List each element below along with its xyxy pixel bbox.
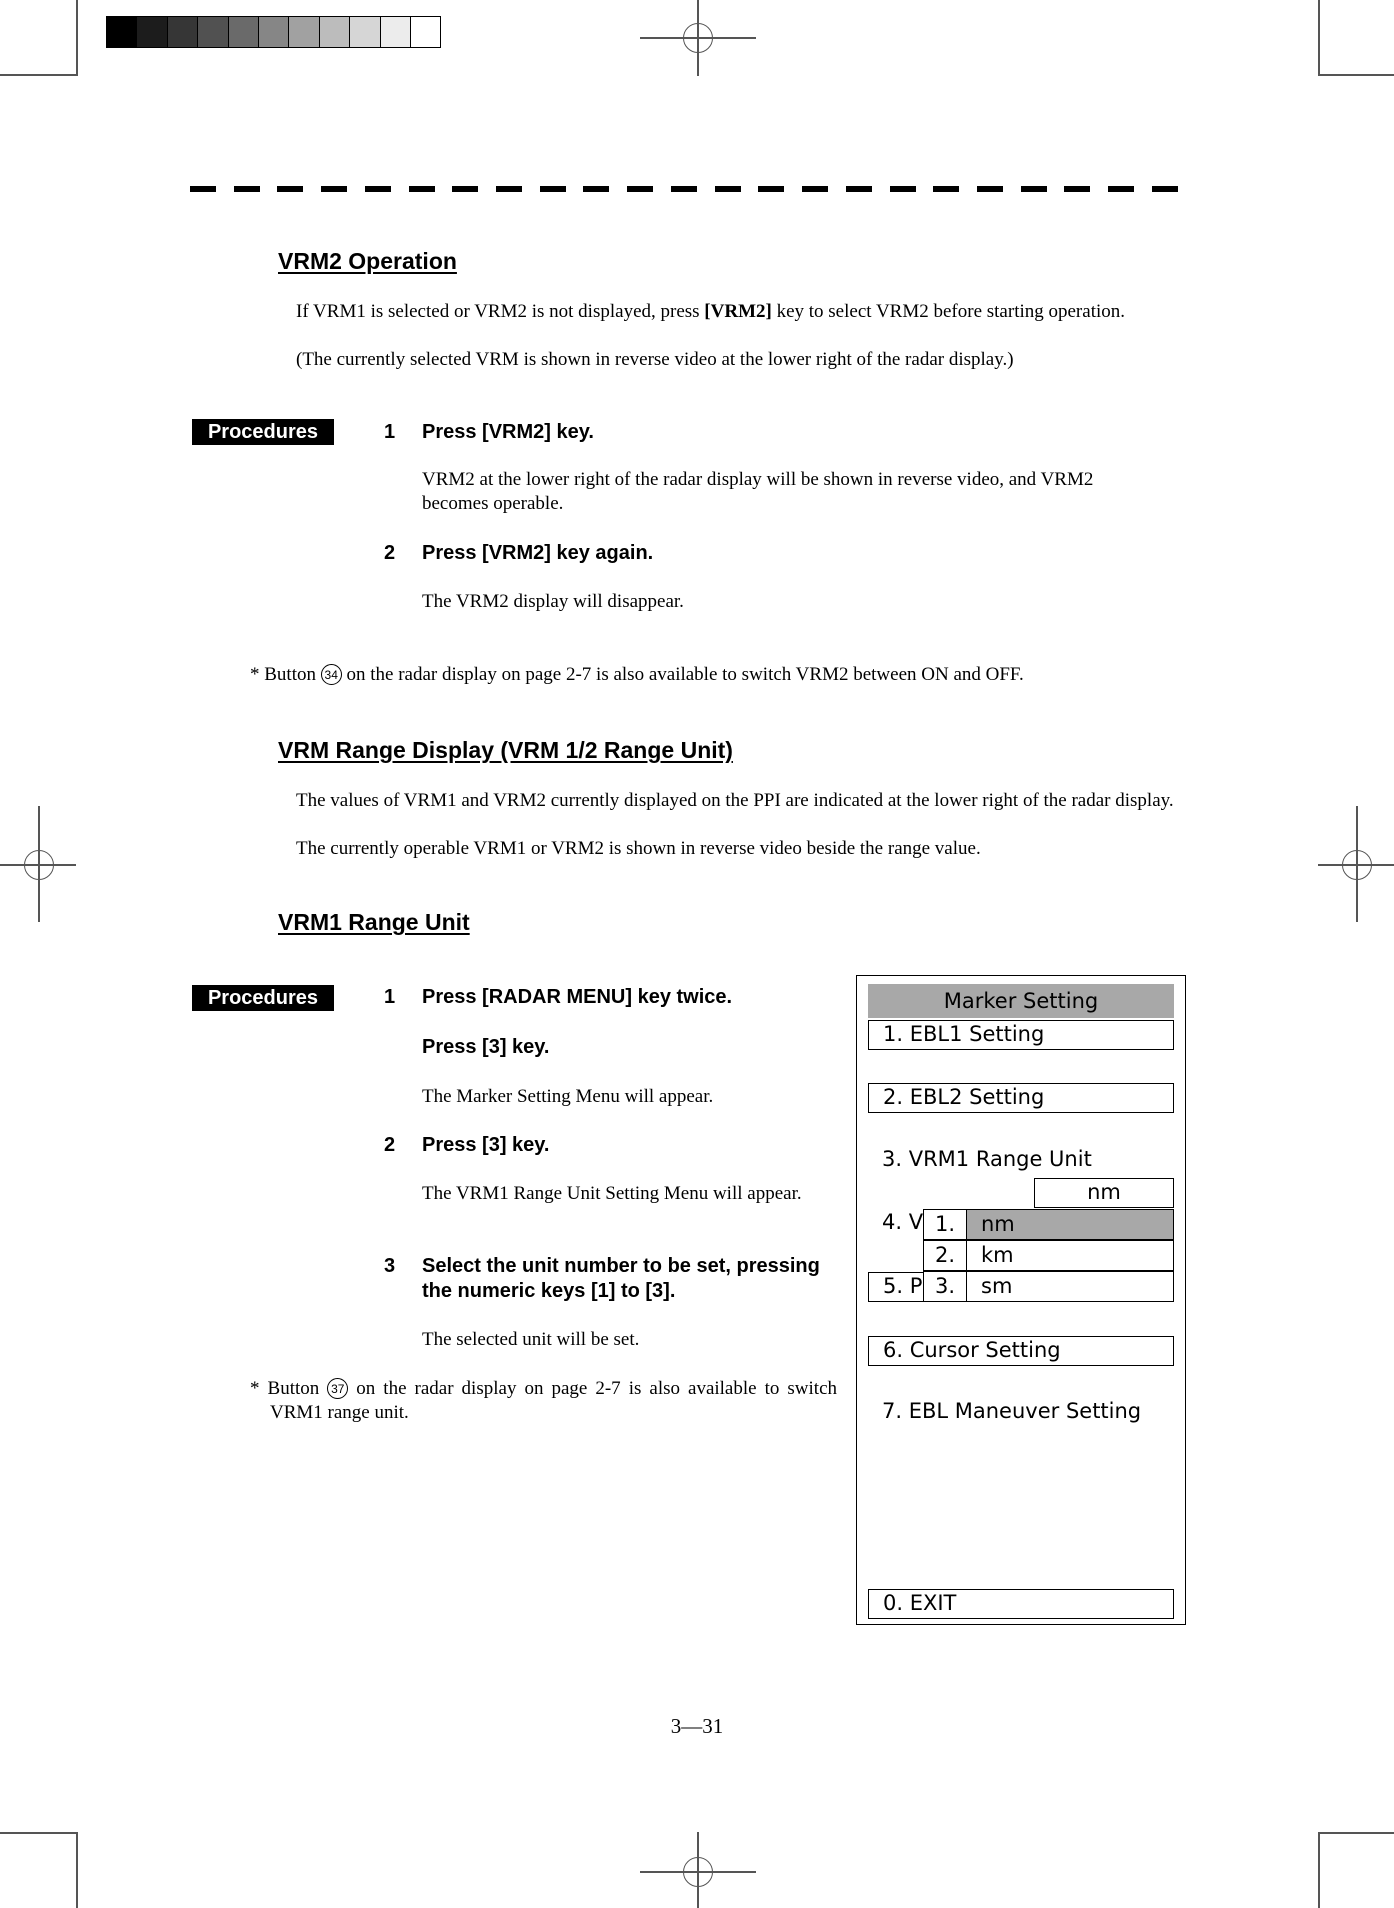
- step-1: [384, 420, 594, 445]
- note-text-rest: on the radar display on page 2-7 is also available to switch VRM1 range unit.: [270, 1378, 837, 1423]
- step-text: Press [3] key.: [422, 1134, 550, 1156]
- dash-segment: [234, 186, 260, 192]
- dash-segment: [496, 186, 522, 192]
- dash-segment: [715, 186, 741, 192]
- menu-title: Marker Setting: [868, 984, 1174, 1018]
- option-number: 1.: [924, 1210, 967, 1239]
- step-number: 2: [384, 542, 396, 564]
- dash-segment: [1064, 186, 1090, 192]
- procedures-badge: Procedures: [192, 419, 334, 445]
- menu-item-ebl1-setting[interactable]: 1. EBL1 Setting: [868, 1020, 1174, 1050]
- note-text: * Button: [250, 1378, 328, 1399]
- dash-segment: [627, 186, 653, 192]
- button-number-icon: 34: [321, 664, 342, 685]
- step-number: 1: [384, 986, 396, 1008]
- step-number: 2: [384, 1134, 396, 1156]
- step-1-description: The Marker Setting Menu will appear.: [422, 1086, 714, 1107]
- step-2: [384, 1133, 550, 1158]
- option-label: nm: [981, 1212, 1015, 1236]
- step-text: Press [VRM2] key again.: [422, 542, 654, 564]
- unit-option-km[interactable]: [923, 1240, 1174, 1271]
- dash-segment: [846, 186, 872, 192]
- step-text: Press [VRM2] key.: [422, 421, 594, 443]
- option-number: 3.: [924, 1272, 967, 1301]
- dash-segment: [409, 186, 435, 192]
- vrm2-key-ref: [VRM2]: [704, 301, 772, 322]
- vrm1-button-note: [250, 1377, 837, 1425]
- option-number: 2.: [924, 1241, 967, 1270]
- calibration-swatch: [107, 17, 137, 47]
- dash-segment: [758, 186, 784, 192]
- step-1-sub: Press [3] key.: [422, 1036, 550, 1058]
- option-label: sm: [981, 1274, 1013, 1298]
- menu-item-5-partial[interactable]: 5. P: [868, 1272, 1174, 1302]
- dash-segment: [365, 186, 391, 192]
- step-number: 3: [384, 1255, 396, 1277]
- vrm2-button-note: [250, 663, 1180, 687]
- heading-vrm-range-display: VRM Range Display (VRM 1/2 Range Unit): [278, 737, 733, 763]
- vrm2-note-paragraph: (The currently selected VRM is shown in reverse video at the lower right of the radar display.): [296, 349, 1014, 370]
- dashed-divider: [190, 186, 1178, 192]
- calibration-swatch: [198, 17, 228, 47]
- step-1-description: VRM2 at the lower right of the radar display will be shown in reverse video, and VRM2 becomes operable.: [422, 469, 1094, 514]
- calibration-swatch: [381, 17, 411, 47]
- vrm2-intro-paragraph: [296, 300, 1178, 324]
- menu-item-cursor-setting[interactable]: 6. Cursor Setting: [868, 1336, 1174, 1366]
- calibration-swatch: [320, 17, 350, 47]
- dash-segment: [802, 186, 828, 192]
- gray-calibration-strip: [106, 16, 441, 48]
- note-text-rest: on the radar display on page 2-7 is also available to switch VRM2 between ON and OFF.: [341, 664, 1024, 685]
- step-text: Press [RADAR MENU] key twice.: [422, 986, 733, 1008]
- menu-item-4-partial[interactable]: 4. V: [882, 1210, 924, 1234]
- button-number-icon: 37: [327, 1378, 348, 1399]
- step-2: [384, 541, 653, 566]
- dash-segment: [977, 186, 1003, 192]
- calibration-swatch: [350, 17, 380, 47]
- step-number: 1: [384, 421, 396, 443]
- range-display-paragraph-1: The values of VRM1 and VRM2 currently displayed on the PPI are indicated at the lower right of the radar display.: [296, 790, 1174, 811]
- unit-option-nm[interactable]: [923, 1209, 1174, 1240]
- step-3: [384, 1254, 842, 1304]
- dash-segment: [1108, 186, 1134, 192]
- step-1: [384, 985, 732, 1010]
- calibration-swatch: [411, 17, 440, 47]
- menu-item-ebl-maneuver-setting[interactable]: 7. EBL Maneuver Setting: [882, 1399, 1142, 1423]
- calibration-swatch: [289, 17, 319, 47]
- dash-segment: [540, 186, 566, 192]
- unit-option-sm[interactable]: [923, 1271, 1174, 1302]
- vrm2-intro-text: If VRM1 is selected or VRM2 is not displayed, press: [296, 301, 705, 322]
- calibration-swatch: [168, 17, 198, 47]
- step-2-description: The VRM2 display will disappear.: [422, 591, 684, 612]
- dash-segment: [190, 186, 216, 192]
- dash-segment: [1021, 186, 1047, 192]
- calibration-swatch: [229, 17, 259, 47]
- vrm1-range-unit-value: nm: [1034, 1178, 1174, 1208]
- marker-setting-menu: [856, 975, 1186, 1625]
- dash-segment: [933, 186, 959, 192]
- vrm2-intro-text-rest: key to select VRM2 before starting operation.: [771, 301, 1125, 322]
- step-2-description: The VRM1 Range Unit Setting Menu will appear.: [422, 1183, 802, 1204]
- menu-item-exit[interactable]: 0. EXIT: [868, 1589, 1174, 1619]
- page-number: 3—31: [670, 1714, 724, 1738]
- dash-segment: [321, 186, 347, 192]
- dash-segment: [890, 186, 916, 192]
- calibration-swatch: [137, 17, 167, 47]
- dash-segment: [583, 186, 609, 192]
- option-label: km: [981, 1243, 1014, 1267]
- procedures-badge: Procedures: [192, 985, 334, 1011]
- range-display-paragraph-2: The currently operable VRM1 or VRM2 is shown in reverse video beside the range value.: [296, 838, 981, 859]
- dash-segment: [277, 186, 303, 192]
- step-text: Select the unit number to be set, pressing the numeric keys [1] to [3].: [422, 1255, 820, 1302]
- heading-vrm2-operation: VRM2 Operation: [278, 248, 457, 274]
- dash-segment: [452, 186, 478, 192]
- menu-item-vrm1-range-unit[interactable]: 3. VRM1 Range Unit: [882, 1147, 1092, 1171]
- step-3-description: The selected unit will be set.: [422, 1329, 640, 1350]
- dash-segment: [671, 186, 697, 192]
- dash-segment: [1152, 186, 1178, 192]
- note-text: * Button: [250, 664, 321, 685]
- heading-vrm1-range-unit: VRM1 Range Unit: [278, 909, 470, 935]
- calibration-swatch: [259, 17, 289, 47]
- menu-item-ebl2-setting[interactable]: 2. EBL2 Setting: [868, 1083, 1174, 1113]
